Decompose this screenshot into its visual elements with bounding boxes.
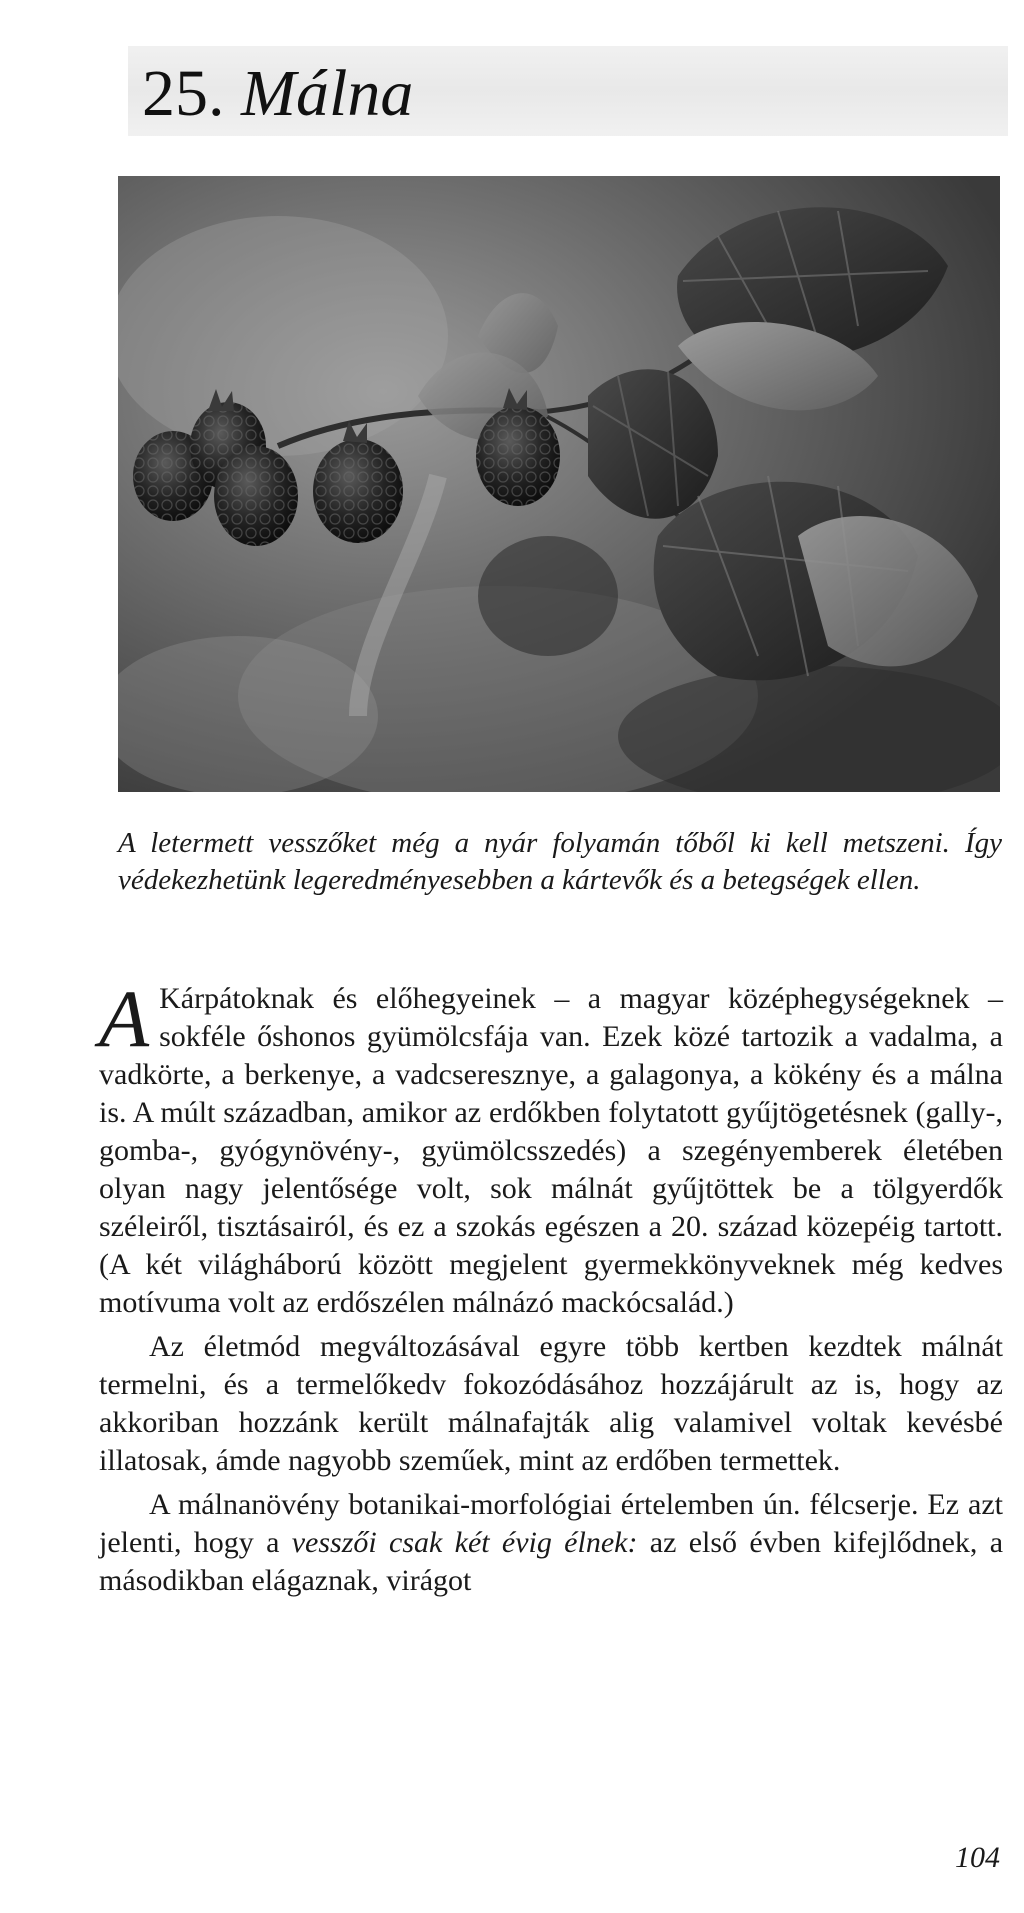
paragraph-2: Az életmód megváltozásával egyre több kertben kezdtek málnát termelni, és a termelőkedv fokozódásához hozzájárult az is, hogy az akkoriban hozzánk került málnafajták alig valamivel voltak kevésbé illatosak, ámde nagyobb szeműek, mint az erdőben termettek.: [99, 1330, 1003, 1477]
photo-caption: A letermett vesszőket még a nyár folyamán tőből ki kell metszeni. Így védekezhetünk legeredményesebben a kártevők és a betegségek ellen.: [118, 827, 1002, 896]
paragraph-3-start: A málnanövény botanikai-morfológiai értelemben ún. félcserje. Ez azt jelenti, hogy a: [99, 1488, 1003, 1559]
raspberry-photo-illustration: [118, 176, 1000, 792]
page-number: 104: [955, 1841, 1000, 1874]
paragraph-3-end: az első évben kifejlődnek, a másodikban elágaznak, virágot: [99, 1526, 1004, 1597]
raspberry-photo: [118, 176, 1000, 792]
drop-cap: A: [99, 973, 150, 1064]
paragraph-1: [99, 973, 1003, 1322]
paragraph-1-text: Kárpátoknak és előhegyeinek – a magyar középhegységeknek – sokféle őshonos gyümölcsfája van. Ezek közé tartozik a vadalma, a vadkörte, a berkenye, a vadcseresznye, a galagonya, a kökény és a málna is. A múlt században, amikor az erdőkben folytatott gyűjtögetésnek (gally-, gomba-, gyógynövény-, gyümölcsszedés) a szegényemberek életében olyan nagy jelentősége volt, sok málnát gyűjtöttek be a tölgyerdők széleiről, tisztásairól, és ez a szokás egészen a 20. század közepéig tartott. (A két világháború között megjelent gyermekkönyveknek még kedves motívuma volt az erdőszélen málnázó mackócsalád.): [99, 982, 1003, 1319]
article-body: [99, 973, 1004, 1606]
chapter-heading: [142, 54, 413, 134]
chapter-number: 25.: [142, 57, 225, 130]
paragraph-3: [99, 1486, 1003, 1600]
paragraph-3-emphasis: vesszői csak két évig élnek:: [291, 1526, 638, 1559]
chapter-title: Málna: [241, 57, 414, 130]
